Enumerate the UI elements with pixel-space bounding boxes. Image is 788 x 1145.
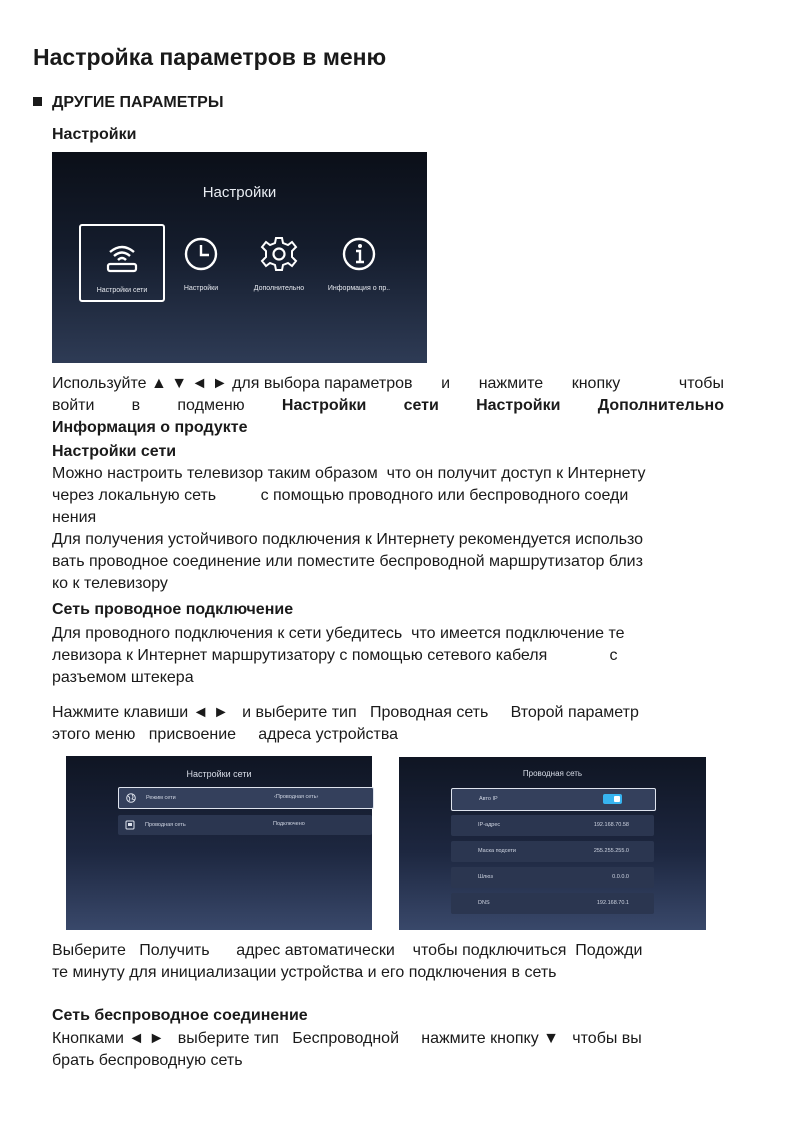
paragraph-line: Для получения устойчивого подключения к Интернету рекомендуется использо bbox=[52, 531, 644, 548]
text-run: войти bbox=[52, 397, 95, 414]
gear-icon bbox=[259, 234, 299, 274]
paragraph-line: ко к телевизору bbox=[52, 575, 168, 592]
row-label: Маска подсети bbox=[478, 848, 516, 854]
network-mode-row[interactable] bbox=[118, 787, 374, 809]
row-label: Шлюз bbox=[478, 874, 493, 880]
paragraph-line: Кнопками ◄ ► выберите тип Беспроводной нажмите кнопку ▼ чтобы вы bbox=[52, 1030, 642, 1047]
bullet-square-icon bbox=[33, 97, 42, 106]
tile-product-info[interactable] bbox=[318, 224, 400, 298]
paragraph-line: брать беспроводную сеть bbox=[52, 1052, 243, 1069]
text-run: и bbox=[441, 375, 451, 392]
tile-label: Дополнительно bbox=[253, 285, 305, 292]
network-heading: Настройки сети bbox=[52, 443, 177, 460]
info-icon bbox=[339, 234, 379, 274]
subnet-mask-row[interactable] bbox=[451, 841, 654, 862]
paragraph-line: левизора к Интернет маршрутизатору с помощью сетевого кабеля с bbox=[52, 647, 618, 664]
tile-label: Настройки bbox=[183, 285, 219, 292]
page-title: Настройка параметров в меню bbox=[33, 44, 387, 70]
wired-network-row[interactable] bbox=[118, 815, 372, 835]
wired-network-screenshot bbox=[399, 757, 706, 930]
tile-network-settings[interactable] bbox=[79, 224, 165, 302]
paragraph-line: Выберите Получить адрес автоматически чтобы подключиться Подожди bbox=[52, 942, 643, 959]
paragraph-line bbox=[52, 395, 724, 417]
paragraph-line: Информация о продукте bbox=[52, 419, 248, 436]
clock-icon bbox=[181, 234, 221, 274]
tile-advanced[interactable] bbox=[238, 224, 320, 298]
screen-title: Настройки bbox=[202, 184, 277, 201]
paragraph-line: этого меню присвоение адреса устройства bbox=[52, 726, 399, 743]
subsection-heading: Настройки bbox=[52, 126, 137, 143]
row-value: 192.168.70.1 bbox=[596, 900, 629, 906]
paragraph-line: через локальную сеть с помощью проводного или беспроводного соеди bbox=[52, 487, 629, 504]
paragraph-line: те минуту для инициализации устройства и его подключения в сеть bbox=[52, 964, 557, 981]
paragraph-line: Для проводного подключения к сети убедитесь что имеется подключение те bbox=[52, 625, 625, 642]
row-label: DNS bbox=[478, 900, 490, 906]
wired-heading: Сеть проводное подключение bbox=[52, 601, 294, 618]
network-settings-screenshot bbox=[66, 756, 372, 930]
ethernet-icon bbox=[125, 820, 135, 830]
auto-ip-row[interactable] bbox=[451, 788, 656, 811]
dns-row[interactable] bbox=[451, 893, 654, 914]
gateway-row[interactable] bbox=[451, 867, 654, 888]
row-value: 255.255.255.0 bbox=[593, 848, 629, 854]
section-heading bbox=[33, 94, 223, 112]
screen-title: Проводная сеть bbox=[522, 769, 583, 778]
paragraph-line bbox=[52, 373, 724, 395]
row-value: ‹Проводная сеть› bbox=[274, 794, 319, 800]
text-run: сети bbox=[403, 397, 439, 414]
row-label: Проводная сеть bbox=[145, 822, 186, 828]
auto-ip-toggle[interactable] bbox=[603, 794, 622, 804]
wifi-router-icon bbox=[102, 236, 142, 276]
paragraph-line: Нажмите клавиши ◄ ► и выберите тип Проводная сеть Второй параметр bbox=[52, 704, 639, 721]
text-run: чтобы bbox=[678, 375, 724, 392]
row-label: Режим сети bbox=[146, 795, 176, 801]
globe-icon bbox=[126, 793, 136, 803]
text-run: в bbox=[131, 397, 141, 414]
text-run: нажмите bbox=[478, 375, 544, 392]
row-value: Подключено bbox=[273, 821, 305, 827]
tile-label: Информация о пр.. bbox=[327, 285, 391, 292]
text-run: Настройки bbox=[281, 397, 367, 414]
ip-address-row[interactable] bbox=[451, 815, 654, 836]
text-run: Используйте ▲ ▼ ◄ ► для выбора параметров bbox=[52, 375, 413, 392]
text-run: кнопку bbox=[571, 375, 621, 392]
tile-settings[interactable] bbox=[160, 224, 242, 298]
row-value: 0.0.0.0 bbox=[612, 874, 629, 880]
tile-label: Настройки сети bbox=[96, 287, 148, 294]
paragraph-line: нения bbox=[52, 509, 97, 526]
paragraph-line: вать проводное соединение или поместите беспроводной маршрутизатор близ bbox=[52, 553, 643, 570]
text-run: Настройки bbox=[476, 397, 561, 414]
wireless-heading: Сеть беспроводное соединение bbox=[52, 1007, 308, 1024]
section-heading-text: ДРУГИЕ ПАРАМЕТРЫ bbox=[52, 94, 224, 111]
row-label: Авто IP bbox=[479, 796, 498, 802]
text-run: Дополнительно bbox=[597, 397, 724, 414]
row-label: IP-адрес bbox=[478, 822, 501, 828]
settings-screenshot bbox=[52, 152, 427, 363]
paragraph-line: разъемом штекера bbox=[52, 669, 194, 686]
text-run: подменю bbox=[177, 397, 245, 414]
row-value: 192.168.70.58 bbox=[593, 822, 629, 828]
screen-title: Настройки сети bbox=[186, 769, 252, 779]
paragraph-line: Можно настроить телевизор таким образом что он получит доступ к Интернету bbox=[52, 465, 646, 482]
